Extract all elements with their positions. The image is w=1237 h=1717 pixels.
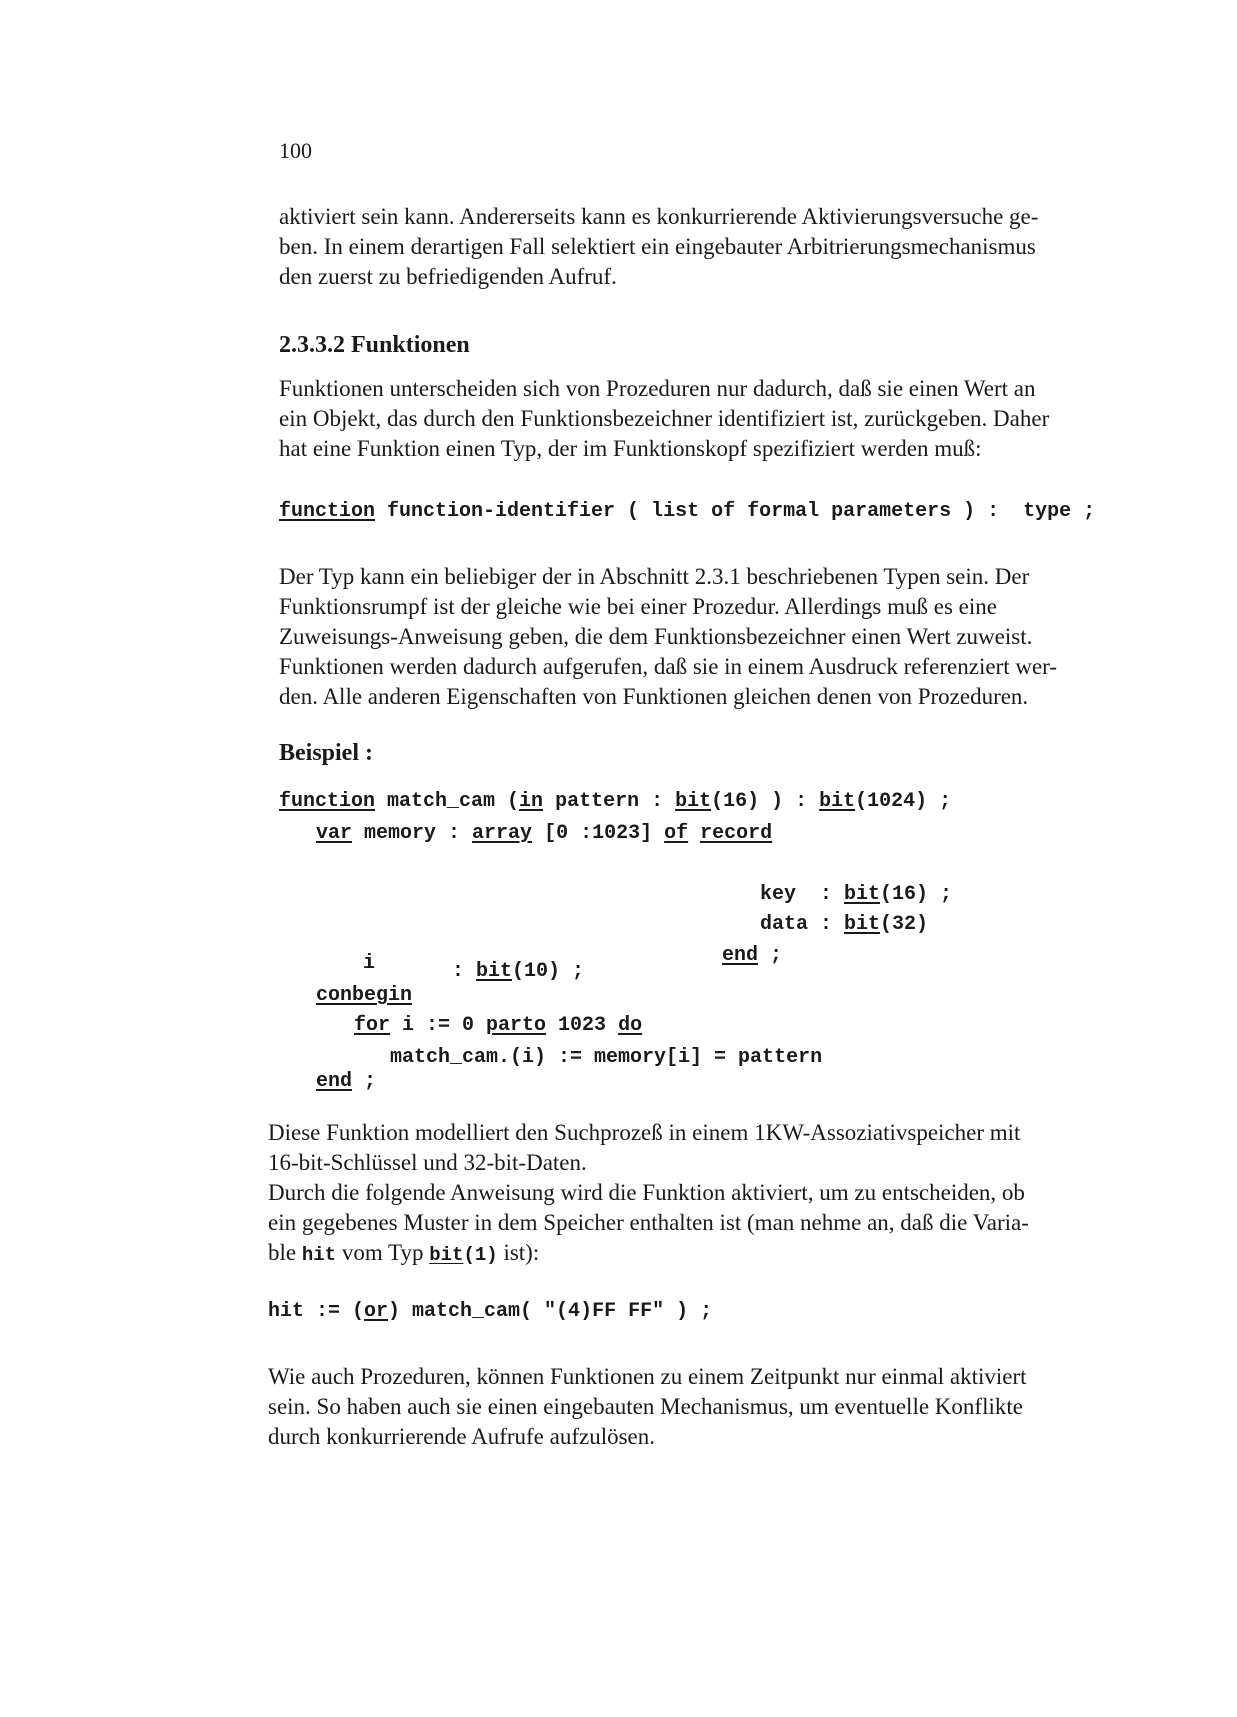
- code-line: [316, 984, 412, 1007]
- section-intro-paragraph: [279, 374, 1049, 464]
- keyword: end: [316, 1070, 353, 1093]
- code-text: hit := (: [268, 1300, 365, 1323]
- text: vom Typ: [336, 1240, 430, 1265]
- code-line: [390, 1046, 822, 1069]
- text-line: Durch die folgende Anweisung wird die Funktion aktiviert, um zu entscheiden, ob: [268, 1180, 1025, 1205]
- code-text: i: [363, 952, 376, 975]
- keyword: end: [722, 944, 759, 967]
- code-text: (16) ) :: [711, 790, 820, 813]
- keyword: array: [472, 822, 533, 845]
- text-line: Funktionsrumpf ist der gleiche wie bei einer Prozedur. Allerdings muß es eine: [279, 594, 997, 619]
- keyword: var: [316, 822, 353, 845]
- code-line: [316, 1070, 376, 1093]
- code-text: i := 0: [390, 1014, 487, 1037]
- keyword: conbegin: [316, 984, 413, 1007]
- text: ble: [268, 1240, 302, 1265]
- inline-code: (1): [463, 1244, 498, 1266]
- keyword: parto: [486, 1014, 547, 1037]
- text-line: den. Alle anderen Eigenschaften von Funktionen gleichen denen von Prozeduren.: [279, 684, 1029, 709]
- description-paragraph: [279, 562, 1057, 712]
- call-statement: [268, 1300, 712, 1323]
- text-line: sein. So haben auch sie einen eingebauten Mechanismus, um eventuelle Konflikte: [268, 1394, 1023, 1419]
- code-text: ) match_cam( "(4)FF FF" ) ;: [388, 1300, 713, 1323]
- text-line: den zuerst zu befriedigenden Aufruf.: [279, 264, 617, 289]
- keyword: function: [279, 790, 376, 813]
- explanation-paragraph: [268, 1118, 1029, 1270]
- code-text: :: [452, 960, 477, 983]
- conclusion-paragraph: [268, 1362, 1027, 1452]
- code-text: ;: [758, 944, 783, 967]
- text-line: 16-bit-Schlüssel und 32-bit-Daten.: [268, 1150, 587, 1175]
- inline-code-keyword: bit: [429, 1244, 464, 1266]
- inline-code: hit: [301, 1244, 337, 1266]
- keyword: bit: [844, 883, 881, 906]
- code-text: data :: [760, 913, 845, 936]
- text-line: durch konkurrierende Aufrufe aufzulösen.: [268, 1424, 656, 1449]
- keyword: bit: [844, 913, 881, 936]
- keyword: or: [364, 1300, 389, 1323]
- keyword: in: [519, 790, 544, 813]
- text-line: Wie auch Prozeduren, können Funktionen zu einem Zeitpunkt nur einmal aktiviert: [268, 1364, 1027, 1389]
- text-line: Diese Funktion modelliert den Suchprozeß in einem 1KW-Assoziativspeicher mit: [268, 1120, 1021, 1145]
- code-line: [722, 944, 782, 967]
- function-syntax: [279, 500, 1095, 523]
- section-heading: 2.3.3.2 Funktionen: [279, 332, 470, 358]
- code-line: [760, 883, 952, 906]
- code-text: key :: [760, 883, 845, 906]
- keyword: for: [354, 1014, 391, 1037]
- code-line: [354, 1014, 642, 1037]
- text-line: ein Objekt, das durch den Funktionsbezeichner identifiziert ist, zurückgeben. Daher: [279, 406, 1050, 431]
- code-text: [688, 822, 700, 845]
- keyword: record: [700, 822, 773, 845]
- text-line: hat eine Funktion einen Typ, der im Funktionskopf spezifiziert werden muß:: [279, 436, 982, 461]
- code-line: [279, 790, 951, 813]
- keyword: bit: [819, 790, 856, 813]
- code-text: (10) ;: [512, 960, 585, 983]
- text-line: [268, 1238, 1029, 1270]
- code-text: (16) ;: [880, 883, 953, 906]
- example-heading: Beispiel :: [279, 740, 373, 766]
- code-line: [363, 952, 375, 975]
- text-line: aktiviert sein kann. Andererseits kann es konkurrierende Aktivierungsversuche ge-: [279, 204, 1039, 229]
- code-text: (1024) ;: [855, 790, 952, 813]
- text-line: Funktionen unterscheiden sich von Prozeduren nur dadurch, daß sie einen Wert an: [279, 376, 1036, 401]
- code-text: (32): [880, 913, 929, 936]
- text-line: ben. In einem derartigen Fall selektiert ein eingebauter Arbitrierungsmechanismus: [279, 234, 1036, 259]
- text-line: Zuweisungs-Anweisung geben, die dem Funktionsbezeichner einen Wert zuweist.: [279, 624, 1033, 649]
- code-text: match_cam (: [375, 790, 520, 813]
- keyword-function: function: [279, 500, 376, 523]
- code-text: ;: [352, 1070, 377, 1093]
- keyword: do: [618, 1014, 643, 1037]
- code-text: memory :: [352, 822, 473, 845]
- code-line: [760, 913, 928, 936]
- code-line: [316, 822, 772, 845]
- code-text: pattern :: [543, 790, 676, 813]
- page-number: 100: [279, 138, 312, 163]
- code-text: [0 :1023]: [532, 822, 665, 845]
- keyword: bit: [476, 960, 513, 983]
- intro-paragraph: [279, 202, 1038, 292]
- text: ist):: [497, 1240, 540, 1265]
- text-line: Funktionen werden dadurch aufgerufen, daß sie in einem Ausdruck referenziert wer-: [279, 654, 1058, 679]
- code-line: [452, 960, 584, 983]
- syntax-rest: function-identifier ( list of formal parameters ) : type ;: [375, 500, 1096, 523]
- code-text: 1023: [546, 1014, 619, 1037]
- text-line: ein gegebenes Muster in dem Speicher enthalten ist (man nehme an, daß die Varia-: [268, 1210, 1029, 1235]
- keyword: bit: [675, 790, 712, 813]
- text-line: Der Typ kann ein beliebiger der in Abschnitt 2.3.1 beschriebenen Typen sein. Der: [279, 564, 1030, 589]
- code-text: match_cam.(i) := memory[i] = pattern: [390, 1046, 823, 1069]
- keyword: of: [664, 822, 689, 845]
